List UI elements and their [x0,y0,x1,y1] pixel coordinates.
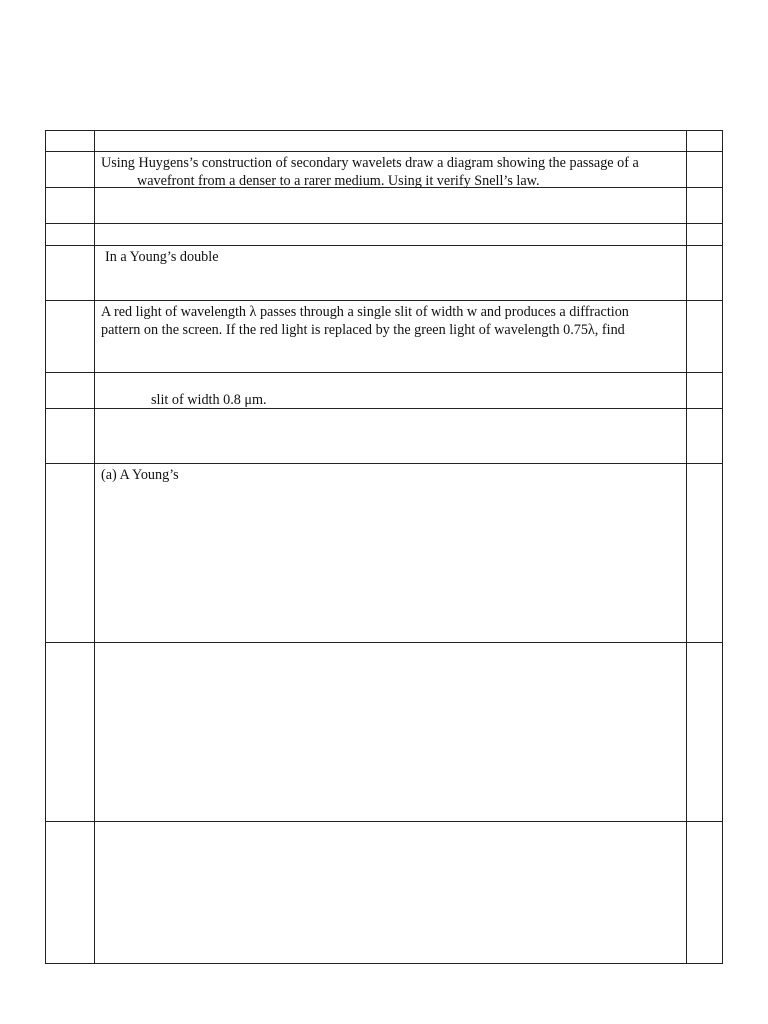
question-cell [95,643,687,821]
marks-cell [687,409,722,463]
question-cell [95,464,687,642]
question-number-cell [46,822,95,963]
marks-cell [687,131,722,151]
question-number-cell [46,188,95,223]
question-number-cell [46,246,95,300]
question-text-line: pattern on the screen. If the red light is replaced by the green light of wavelength 0.75λ, find [101,322,625,338]
marks-cell [687,188,722,223]
table-row [46,224,722,246]
marks-cell [687,464,722,642]
table-row [46,131,722,152]
question-number-cell [46,373,95,408]
table-row [46,643,722,822]
question-text-line: A red light of wavelength λ passes through a single slit of width w and produces a diffraction [101,304,629,320]
question-cell [95,373,687,408]
question-number-cell [46,643,95,821]
question-cell [95,301,687,372]
question-number-cell [46,409,95,463]
question-cell [95,246,687,300]
question-number-cell [46,131,95,151]
marks-cell [687,822,722,963]
table-row [46,301,722,373]
question-number-cell [46,301,95,372]
marks-cell [687,224,722,245]
question-cell [95,409,687,463]
question-cell [95,131,687,151]
question-text-line: slit of width 0.8 μm. [151,392,267,408]
table-row [46,373,722,409]
question-text-line: wavefront from a denser to a rarer medium. Using it verify Snell’s law. [137,173,540,189]
question-cell [95,224,687,245]
marks-cell [687,152,722,187]
question-number-cell [46,152,95,187]
table-row [46,409,722,464]
question-text-line: Using Huygens’s construction of secondary wavelets draw a diagram showing the passage of a [101,155,639,171]
question-text-line: In a Young’s double [105,249,219,265]
table-row [46,822,722,963]
question-number-cell [46,464,95,642]
question-number-cell [46,224,95,245]
table-row [46,464,722,643]
table-row [46,246,722,301]
marks-cell [687,246,722,300]
marks-cell [687,643,722,821]
table-row [46,152,722,188]
table-row [46,188,722,224]
marks-cell [687,301,722,372]
question-cell [95,152,687,187]
question-cell [95,822,687,963]
question-cell [95,188,687,223]
question-text-line: (a) A Young’s [101,467,179,483]
question-table [45,130,723,964]
marks-cell [687,373,722,408]
